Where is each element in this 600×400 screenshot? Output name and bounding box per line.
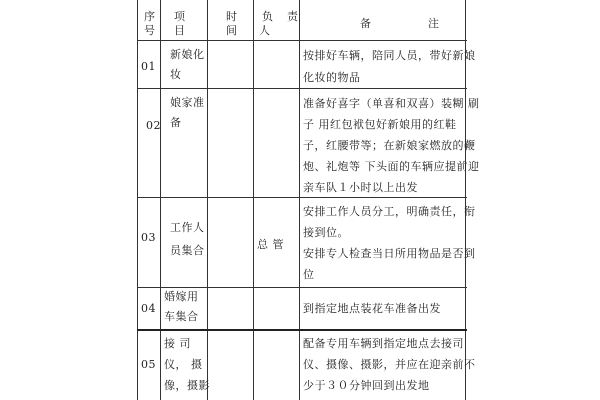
header-time-1: 时 bbox=[226, 10, 238, 23]
row-remark: 到指定地点装花车准备出发 bbox=[303, 302, 441, 315]
header-item-1: 项 bbox=[174, 10, 186, 23]
row-remark: 配备专用车辆到指定地点去接司 仪、摄像、摄影，并应在迎亲前不 少于３０分钟回到出发地 bbox=[303, 337, 476, 392]
header-item-2: 目 bbox=[174, 24, 186, 37]
header-seq-1: 序 bbox=[144, 10, 156, 23]
row-item: 新娘化 妆 bbox=[170, 48, 205, 81]
header-remark-1: 备 bbox=[360, 17, 372, 30]
row-number: 01 bbox=[141, 60, 156, 73]
row-remark: 安排工作人员分工，明确责任，衔 接到位。 安排专人检查当日所用物品是否到 位 bbox=[303, 205, 476, 281]
row-owner: 总 管 bbox=[257, 238, 284, 251]
row-divider-4 bbox=[137, 329, 467, 331]
row-number: 02 bbox=[146, 119, 161, 132]
header-seq-2: 号 bbox=[144, 24, 156, 37]
row-number: 05 bbox=[141, 358, 156, 371]
row-item: 婚嫁用 车集合 bbox=[164, 290, 199, 323]
row-number: 04 bbox=[141, 302, 156, 315]
row-item: 接 司 仪， 摄 像，摄影 bbox=[164, 337, 210, 392]
column-divider-1 bbox=[160, 0, 161, 400]
header-owner-2: 责 bbox=[287, 10, 299, 23]
column-divider-4 bbox=[299, 0, 300, 400]
row-item: 工作人 员集合 bbox=[170, 221, 205, 257]
column-divider-3 bbox=[253, 0, 254, 400]
header-remark-2: 注 bbox=[428, 17, 440, 30]
row-number: 03 bbox=[141, 231, 156, 244]
row-remark: 准备好喜字（单喜和双喜）装糊 刷 子 用红包袱包好新娘用的红鞋 子，红腰带等；在新娘家燃放的鞭 炮、礼炮等 下头面的车辆应提前迎 亲车队１小时以上出发 bbox=[303, 97, 480, 194]
header-divider bbox=[137, 40, 467, 41]
header-owner-1: 负 bbox=[262, 10, 274, 23]
row-remark: 按排好车辆，陪同人员，带好新娘 化妆的物品 bbox=[303, 49, 476, 84]
table-border-left bbox=[137, 0, 138, 400]
row-item: 娘家准 备 bbox=[170, 96, 205, 129]
header-time-2: 间 bbox=[226, 24, 238, 37]
header-owner-3: 人 bbox=[259, 24, 271, 37]
